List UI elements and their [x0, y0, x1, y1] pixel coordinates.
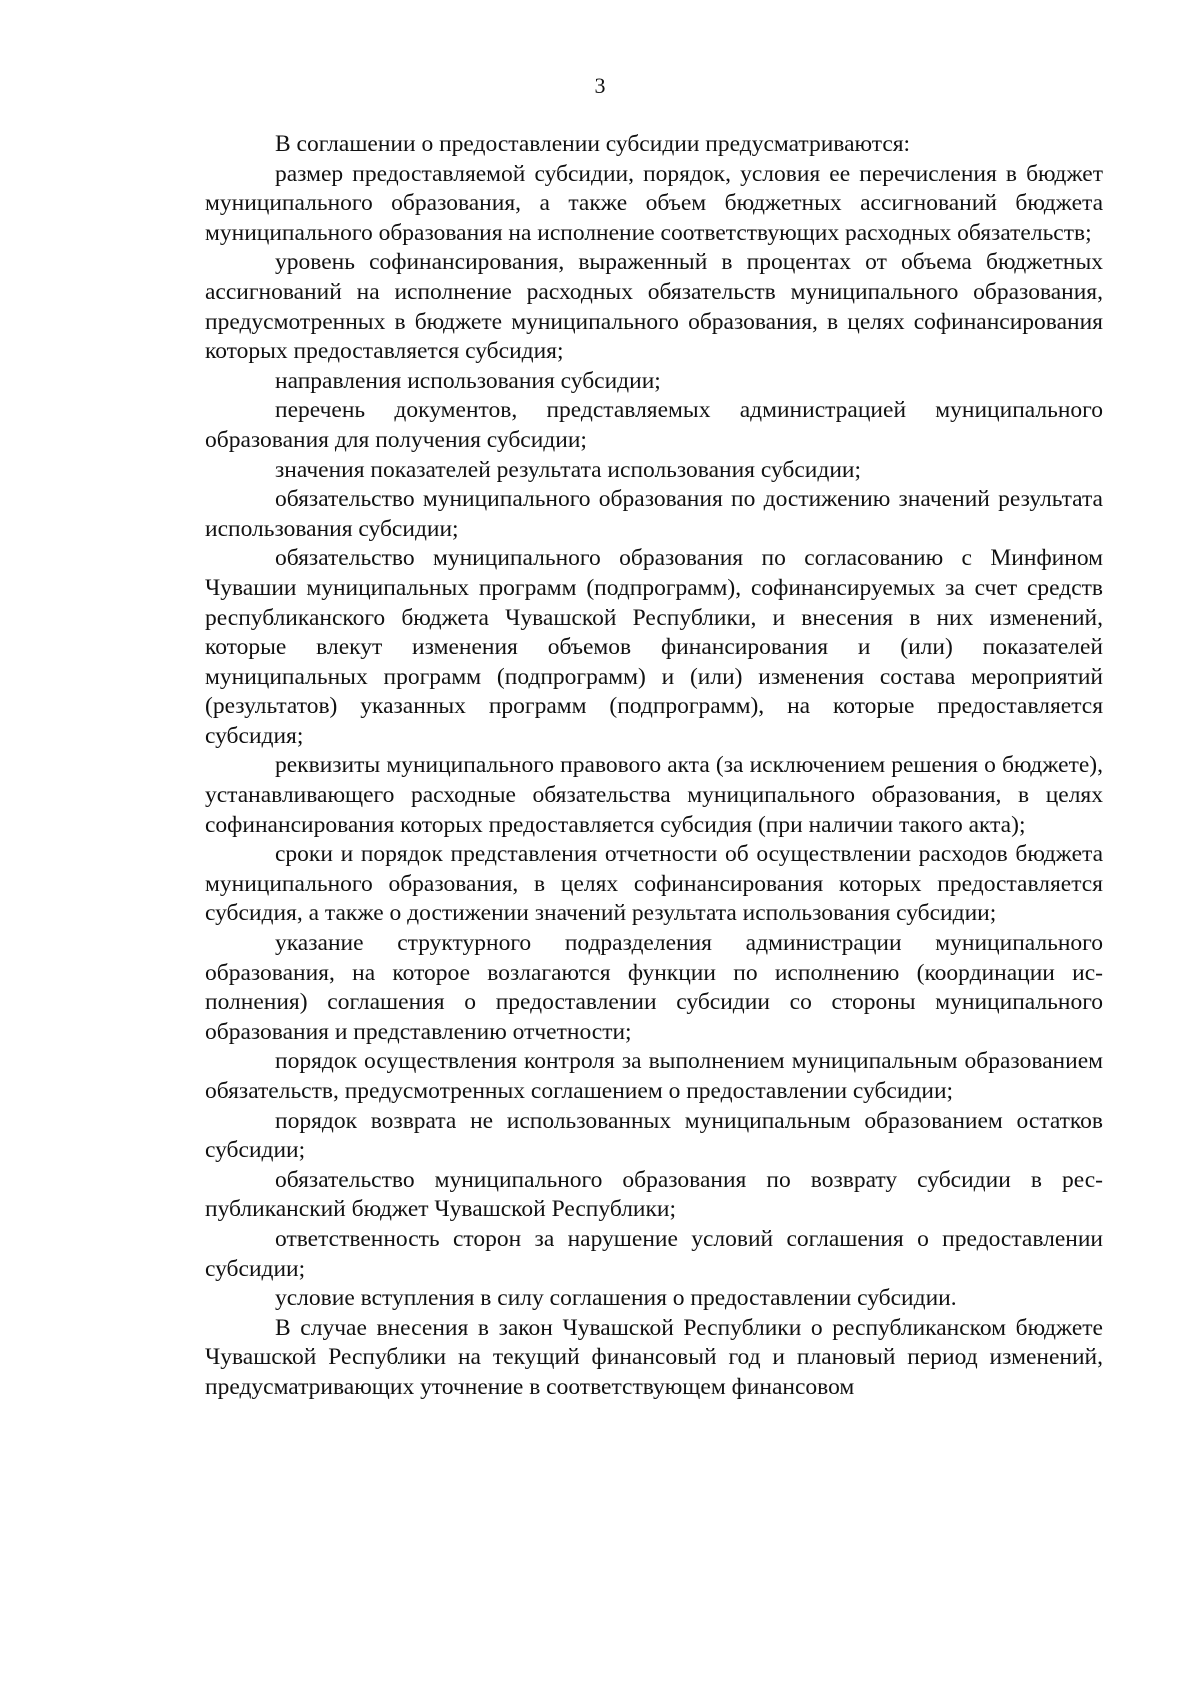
paragraph: указание структурного подразделения администрации муниципального образования, на которое возлагаются функции по исполнению (координации исполнения) соглашения о предоставлении субсидии со стороны муниципального образования и представлению отчетности;	[205, 930, 1103, 1045]
paragraph: ответственность сторон за нарушение условий соглашения о предоставлении субсидии;	[205, 1225, 1103, 1282]
paragraph: реквизиты муниципального правового акта (за исключением решения о бюджете), устанавливающего расходные обязательства муниципального образования, в целях софинансирования которых предоставляется субсидия (при наличии такого акта);	[205, 752, 1103, 838]
paragraph: сроки и порядок представления отчетности об осуществлении расходов бюджета муниципального образования, в целях софинансирования которых предоставляется субсидия, а также о достижении значений результата использования субсидии;	[205, 841, 1103, 927]
paragraph: значения показателей результата использования субсидии;	[275, 456, 862, 483]
page-number: 3	[594, 73, 606, 98]
paragraph: обязательство муниципального образования по согласованию с Минфином Чувашии муниципальных программ (подпрограмм), софинансируемых за счет средств республиканского бюджета Чувашской Республики, и внесения в них изменений, которые влекут изменения объемов финансирования и (или) показателей муниципальных программ (подпрограмм) и (или) изменения состава мероприятий (результатов) указанных программ (подпрограмм), на которые предоставляется субсидия;	[205, 545, 1103, 749]
paragraph: уровень софинансирования, выраженный в процентах от объема бюджетных ассигнований на исполнение расходных обязательств муниципального образования, предусмотренных в бюджете муниципального образования, в целях софинансирования которых предоставляется субсидия;	[205, 249, 1103, 365]
paragraph: В случае внесения в закон Чувашской Республики о республиканском бюджете Чувашской Республики на текущий финансовый год и плановый период изменений, предусматривающих уточнение в соответствующем финансовом	[205, 1314, 1103, 1400]
paragraph: порядок возврата не использованных муниципальным образованием остатков субсидии;	[205, 1107, 1103, 1164]
paragraph: направления использования субсидии;	[275, 367, 661, 394]
paragraph: обязательство муниципального образования по возврату субсидии в республиканский бюджет Чувашской Республики;	[205, 1166, 1103, 1223]
paragraph: обязательство муниципального образования по достижению значений результата использования субсидии;	[205, 486, 1103, 542]
paragraph: размер предоставляемой субсидии, порядок, условия ее перечисления в бюджет муниципального образования, а также объем бюджетных ассигнований бюджета муниципального образования на исполнение соответствующих расходных обязательств;	[205, 160, 1103, 246]
paragraph: перечень документов, представляемых администрацией муниципального образования для получения субсидии;	[205, 397, 1103, 453]
paragraph: порядок осуществления контроля за выполнением муниципальным образованием обязательств, предусмотренных соглашением о предоставлении субсидии;	[205, 1048, 1103, 1104]
document-body	[205, 130, 1103, 1403]
paragraph: В соглашении о предоставлении субсидии предусматриваются:	[275, 131, 911, 157]
paragraph: условие вступления в силу соглашения о предоставлении субсидии.	[275, 1285, 957, 1312]
